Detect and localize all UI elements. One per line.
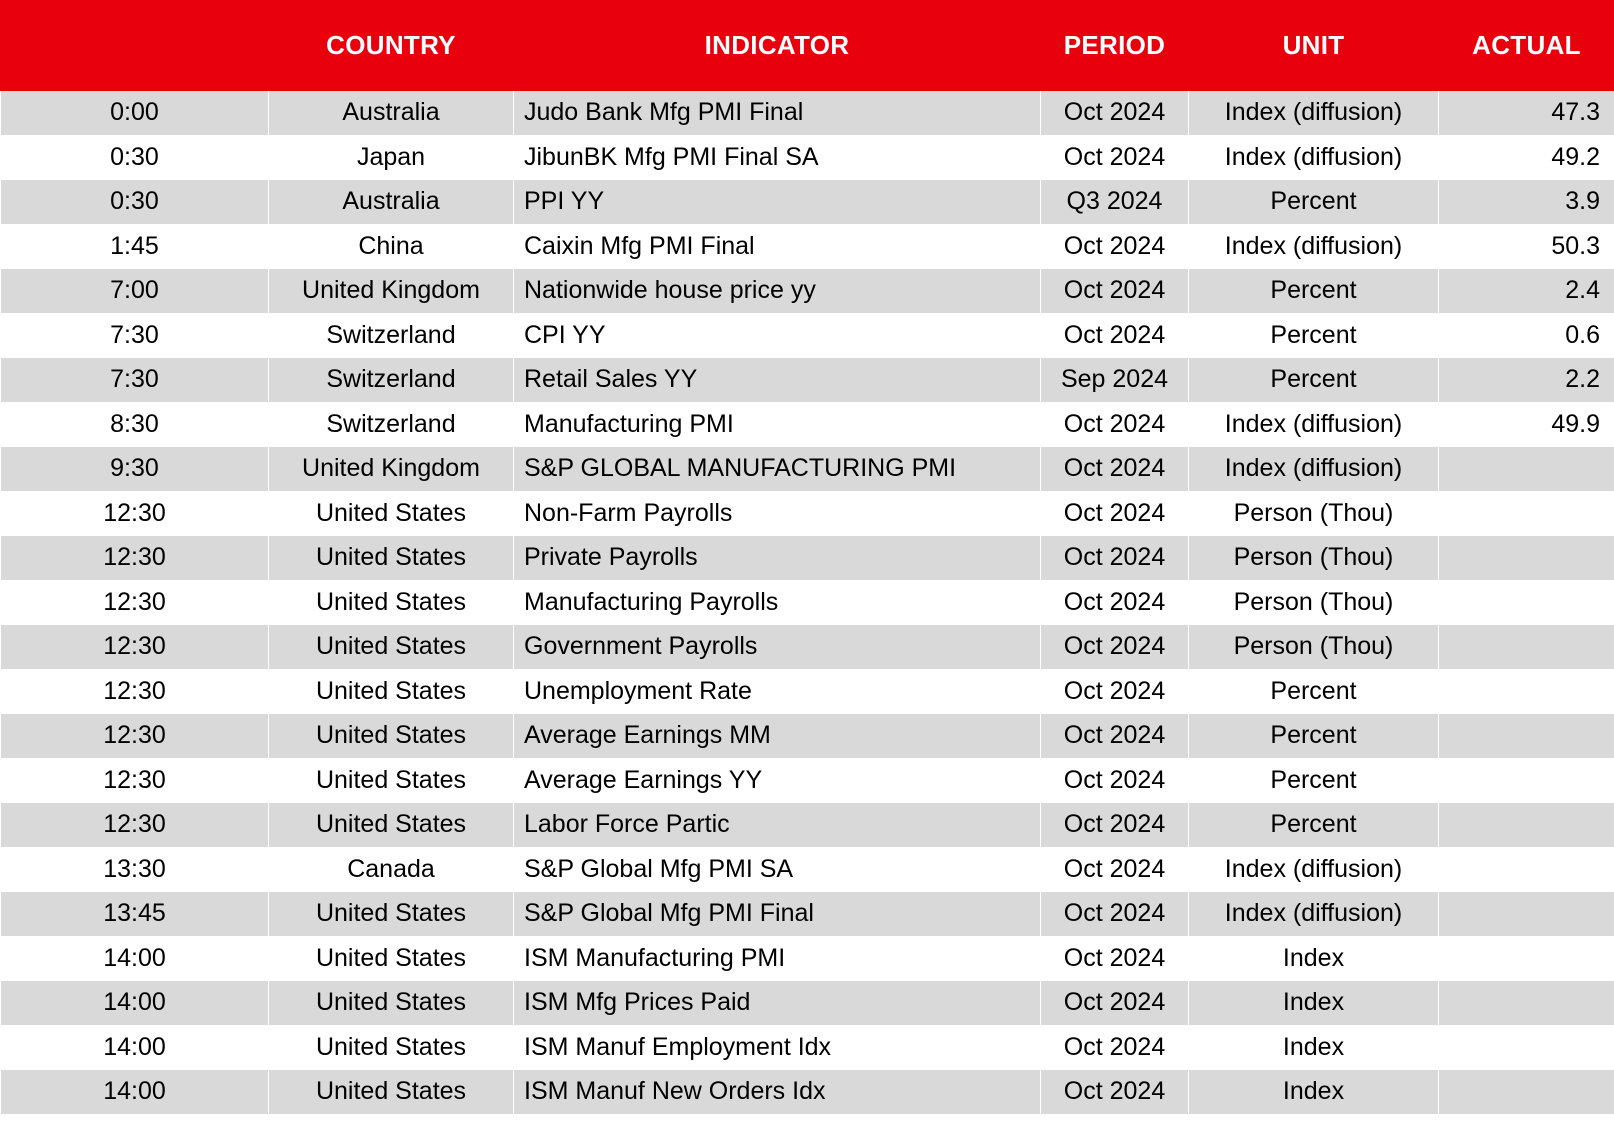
table-row bbox=[1, 936, 1614, 981]
cell-time: 12:30 bbox=[1, 536, 269, 581]
cell-unit: Percent bbox=[1189, 358, 1439, 403]
cell-unit: Percent bbox=[1189, 313, 1439, 358]
cell-country: United States bbox=[269, 758, 514, 803]
cell-country: China bbox=[269, 224, 514, 269]
cell-indicator: S&P GLOBAL MANUFACTURING PMI bbox=[514, 447, 1041, 492]
cell-indicator: ISM Mfg Prices Paid bbox=[514, 981, 1041, 1026]
cell-period: Oct 2024 bbox=[1041, 135, 1189, 180]
table-row bbox=[1, 580, 1614, 625]
cell-unit: Person (Thou) bbox=[1189, 536, 1439, 581]
cell-unit: Index bbox=[1189, 1025, 1439, 1070]
cell-unit: Index (diffusion) bbox=[1189, 847, 1439, 892]
cell-country: United States bbox=[269, 981, 514, 1026]
cell-actual: 49.2 bbox=[1439, 135, 1614, 180]
cell-unit: Index (diffusion) bbox=[1189, 224, 1439, 269]
cell-indicator: Caixin Mfg PMI Final bbox=[514, 224, 1041, 269]
cell-actual bbox=[1439, 536, 1614, 581]
table-row bbox=[1, 847, 1614, 892]
cell-country: Switzerland bbox=[269, 402, 514, 447]
table-row bbox=[1, 447, 1614, 492]
column-header-indicator: INDICATOR bbox=[514, 1, 1041, 91]
cell-period: Oct 2024 bbox=[1041, 269, 1189, 314]
cell-actual bbox=[1439, 1025, 1614, 1070]
cell-period: Oct 2024 bbox=[1041, 91, 1189, 136]
cell-period: Oct 2024 bbox=[1041, 313, 1189, 358]
cell-time: 14:00 bbox=[1, 936, 269, 981]
cell-unit: Index (diffusion) bbox=[1189, 91, 1439, 136]
cell-time: 14:00 bbox=[1, 1070, 269, 1115]
cell-actual: 49.9 bbox=[1439, 402, 1614, 447]
cell-unit: Percent bbox=[1189, 180, 1439, 225]
cell-unit: Person (Thou) bbox=[1189, 625, 1439, 670]
table-row bbox=[1, 402, 1614, 447]
cell-unit: Percent bbox=[1189, 758, 1439, 803]
cell-time: 1:45 bbox=[1, 224, 269, 269]
cell-country: United States bbox=[269, 669, 514, 714]
cell-indicator: JibunBK Mfg PMI Final SA bbox=[514, 135, 1041, 180]
table-row bbox=[1, 625, 1614, 670]
cell-indicator: PPI YY bbox=[514, 180, 1041, 225]
cell-unit: Index bbox=[1189, 936, 1439, 981]
cell-indicator: Judo Bank Mfg PMI Final bbox=[514, 91, 1041, 136]
cell-country: Switzerland bbox=[269, 358, 514, 403]
cell-time: 12:30 bbox=[1, 669, 269, 714]
cell-indicator: Government Payrolls bbox=[514, 625, 1041, 670]
cell-unit: Index (diffusion) bbox=[1189, 402, 1439, 447]
table-row bbox=[1, 224, 1614, 269]
cell-country: United States bbox=[269, 936, 514, 981]
cell-actual: 2.2 bbox=[1439, 358, 1614, 403]
cell-period: Oct 2024 bbox=[1041, 981, 1189, 1026]
cell-actual bbox=[1439, 580, 1614, 625]
cell-indicator: Average Earnings YY bbox=[514, 758, 1041, 803]
cell-unit: Person (Thou) bbox=[1189, 580, 1439, 625]
cell-actual bbox=[1439, 847, 1614, 892]
column-header-time bbox=[1, 1, 269, 91]
table-row bbox=[1, 358, 1614, 403]
cell-time: 12:30 bbox=[1, 491, 269, 536]
cell-period: Oct 2024 bbox=[1041, 1025, 1189, 1070]
cell-time: 12:30 bbox=[1, 803, 269, 848]
cell-period: Q3 2024 bbox=[1041, 180, 1189, 225]
cell-country: United States bbox=[269, 714, 514, 759]
cell-indicator: Manufacturing Payrolls bbox=[514, 580, 1041, 625]
cell-time: 13:30 bbox=[1, 847, 269, 892]
table-row bbox=[1, 91, 1614, 136]
cell-indicator: Private Payrolls bbox=[514, 536, 1041, 581]
cell-unit: Index (diffusion) bbox=[1189, 892, 1439, 937]
cell-time: 0:00 bbox=[1, 91, 269, 136]
cell-country: United States bbox=[269, 1070, 514, 1115]
cell-unit: Person (Thou) bbox=[1189, 491, 1439, 536]
column-header-unit: UNIT bbox=[1189, 1, 1439, 91]
cell-actual: 3.9 bbox=[1439, 180, 1614, 225]
cell-indicator: S&P Global Mfg PMI Final bbox=[514, 892, 1041, 937]
cell-indicator: Manufacturing PMI bbox=[514, 402, 1041, 447]
cell-period: Oct 2024 bbox=[1041, 847, 1189, 892]
table-row bbox=[1, 1025, 1614, 1070]
cell-indicator: ISM Manuf New Orders Idx bbox=[514, 1070, 1041, 1115]
column-header-period: PERIOD bbox=[1041, 1, 1189, 91]
column-header-country: COUNTRY bbox=[269, 1, 514, 91]
cell-unit: Index (diffusion) bbox=[1189, 135, 1439, 180]
cell-actual bbox=[1439, 981, 1614, 1026]
table-row bbox=[1, 180, 1614, 225]
cell-time: 14:00 bbox=[1, 1025, 269, 1070]
table-row bbox=[1, 803, 1614, 848]
cell-period: Oct 2024 bbox=[1041, 936, 1189, 981]
cell-actual bbox=[1439, 758, 1614, 803]
cell-period: Oct 2024 bbox=[1041, 625, 1189, 670]
cell-period: Oct 2024 bbox=[1041, 224, 1189, 269]
cell-actual: 47.3 bbox=[1439, 91, 1614, 136]
cell-indicator: ISM Manufacturing PMI bbox=[514, 936, 1041, 981]
cell-time: 0:30 bbox=[1, 180, 269, 225]
cell-actual: 0.6 bbox=[1439, 313, 1614, 358]
cell-period: Oct 2024 bbox=[1041, 758, 1189, 803]
cell-indicator: Labor Force Partic bbox=[514, 803, 1041, 848]
cell-country: United States bbox=[269, 803, 514, 848]
cell-unit: Percent bbox=[1189, 669, 1439, 714]
table-row bbox=[1, 1070, 1614, 1115]
cell-actual bbox=[1439, 714, 1614, 759]
cell-country: Canada bbox=[269, 847, 514, 892]
cell-time: 12:30 bbox=[1, 580, 269, 625]
table-row bbox=[1, 892, 1614, 937]
cell-time: 12:30 bbox=[1, 758, 269, 803]
cell-time: 9:30 bbox=[1, 447, 269, 492]
cell-time: 14:00 bbox=[1, 981, 269, 1026]
cell-time: 0:30 bbox=[1, 135, 269, 180]
cell-actual bbox=[1439, 669, 1614, 714]
cell-time: 12:30 bbox=[1, 625, 269, 670]
cell-country: Australia bbox=[269, 91, 514, 136]
table-row bbox=[1, 135, 1614, 180]
cell-unit: Percent bbox=[1189, 269, 1439, 314]
cell-country: United States bbox=[269, 1025, 514, 1070]
cell-unit: Percent bbox=[1189, 714, 1439, 759]
cell-time: 7:30 bbox=[1, 313, 269, 358]
cell-country: United States bbox=[269, 580, 514, 625]
cell-indicator: Average Earnings MM bbox=[514, 714, 1041, 759]
cell-indicator: Non-Farm Payrolls bbox=[514, 491, 1041, 536]
cell-period: Oct 2024 bbox=[1041, 714, 1189, 759]
cell-period: Sep 2024 bbox=[1041, 358, 1189, 403]
cell-actual: 2.4 bbox=[1439, 269, 1614, 314]
cell-indicator: Retail Sales YY bbox=[514, 358, 1041, 403]
table-row bbox=[1, 981, 1614, 1026]
cell-country: United Kingdom bbox=[269, 269, 514, 314]
cell-country: Switzerland bbox=[269, 313, 514, 358]
cell-time: 7:00 bbox=[1, 269, 269, 314]
cell-actual bbox=[1439, 491, 1614, 536]
cell-time: 7:30 bbox=[1, 358, 269, 403]
table-row bbox=[1, 714, 1614, 759]
cell-indicator: S&P Global Mfg PMI SA bbox=[514, 847, 1041, 892]
cell-time: 12:30 bbox=[1, 714, 269, 759]
cell-time: 13:45 bbox=[1, 892, 269, 937]
cell-actual bbox=[1439, 936, 1614, 981]
table-row bbox=[1, 669, 1614, 714]
table-row bbox=[1, 758, 1614, 803]
table-body bbox=[1, 91, 1614, 1115]
table-row bbox=[1, 536, 1614, 581]
cell-period: Oct 2024 bbox=[1041, 536, 1189, 581]
cell-actual bbox=[1439, 892, 1614, 937]
table-row bbox=[1, 313, 1614, 358]
table-row bbox=[1, 269, 1614, 314]
cell-unit: Index (diffusion) bbox=[1189, 447, 1439, 492]
cell-actual bbox=[1439, 803, 1614, 848]
cell-indicator: ISM Manuf Employment Idx bbox=[514, 1025, 1041, 1070]
cell-unit: Index bbox=[1189, 981, 1439, 1026]
cell-period: Oct 2024 bbox=[1041, 669, 1189, 714]
cell-period: Oct 2024 bbox=[1041, 447, 1189, 492]
cell-period: Oct 2024 bbox=[1041, 892, 1189, 937]
cell-country: United States bbox=[269, 491, 514, 536]
column-header-actual: ACTUAL bbox=[1439, 1, 1614, 91]
cell-actual bbox=[1439, 625, 1614, 670]
cell-country: Japan bbox=[269, 135, 514, 180]
cell-unit: Index bbox=[1189, 1070, 1439, 1115]
cell-country: United States bbox=[269, 625, 514, 670]
cell-period: Oct 2024 bbox=[1041, 803, 1189, 848]
cell-indicator: Nationwide house price yy bbox=[514, 269, 1041, 314]
cell-indicator: CPI YY bbox=[514, 313, 1041, 358]
cell-actual: 50.3 bbox=[1439, 224, 1614, 269]
cell-time: 8:30 bbox=[1, 402, 269, 447]
header-row bbox=[1, 1, 1614, 91]
cell-unit: Percent bbox=[1189, 803, 1439, 848]
cell-period: Oct 2024 bbox=[1041, 402, 1189, 447]
cell-period: Oct 2024 bbox=[1041, 491, 1189, 536]
cell-period: Oct 2024 bbox=[1041, 580, 1189, 625]
table-row bbox=[1, 491, 1614, 536]
cell-country: United States bbox=[269, 536, 514, 581]
table-header bbox=[1, 1, 1614, 91]
cell-period: Oct 2024 bbox=[1041, 1070, 1189, 1115]
cell-country: United States bbox=[269, 892, 514, 937]
cell-indicator: Unemployment Rate bbox=[514, 669, 1041, 714]
cell-actual bbox=[1439, 1070, 1614, 1115]
cell-country: United Kingdom bbox=[269, 447, 514, 492]
cell-actual bbox=[1439, 447, 1614, 492]
cell-country: Australia bbox=[269, 180, 514, 225]
